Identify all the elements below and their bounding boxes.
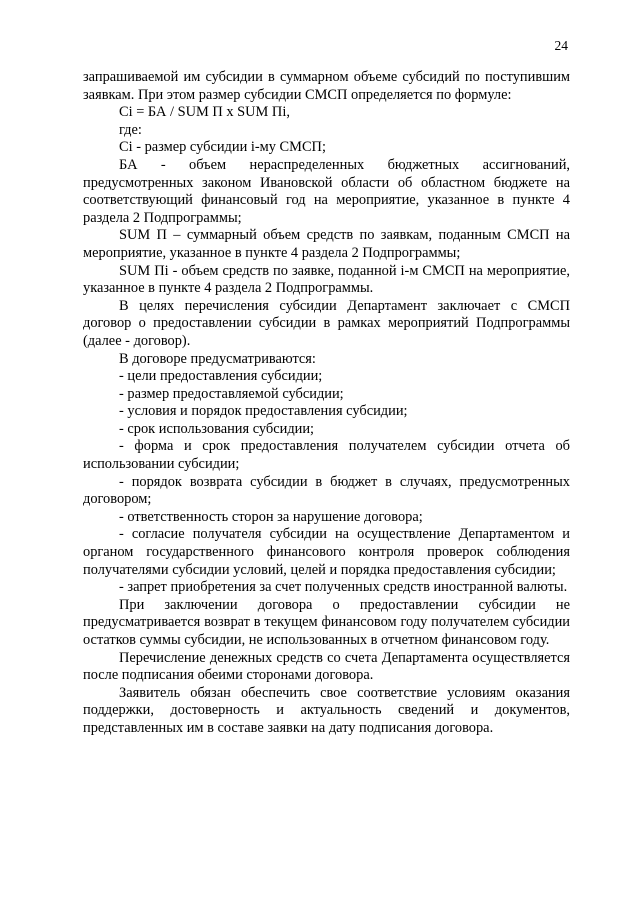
definition-sum-pi: SUM Пi - объем средств по заявке, поданной i-м СМСП на мероприятие, указанное в пункте 4 раздела 2 Подпрограммы.	[83, 262, 570, 297]
formula: Ci = БА / SUM П x SUM Пi,	[119, 104, 290, 121]
list-item: - согласие получателя субсидии на осуществление Департаментом и органом государственного финансового контроля проверок соблюдения получателями субсидии условий, целей и порядка предоставления субсидии;	[83, 526, 570, 578]
definition-ci: Ci - размер субсидии i-му СМСП;	[119, 139, 326, 156]
paragraph-applicant-obligation: Заявитель обязан обеспечить свое соответствие условиям оказания поддержки, достоверность и актуальность сведений и документов, представленных им в составе заявки на дату подписания договора.	[83, 684, 570, 736]
page-number: 24	[554, 38, 568, 53]
paragraph-transfer: Перечисление денежных средств со счета Департамента осуществляется после подписания обеими сторонами договора.	[83, 649, 570, 684]
paragraph-no-refund: При заключении договора о предоставлении субсидии не предусматривается возврат в текущем финансовом году получателем субсидии остатков суммы субсидии, не использованных в отчетном финансовом году.	[83, 596, 570, 648]
paragraph-contract-terms-intro: В договоре предусматриваются:	[119, 350, 316, 367]
paragraph-contract: В целях перечисления субсидии Департамент заключает с СМСП договор о предоставлении субсидии в рамках мероприятий Подпрограммы (далее - договор).	[83, 297, 570, 349]
formula-where-label: где:	[119, 121, 142, 138]
list-item: - размер предоставляемой субсидии;	[119, 385, 344, 402]
list-item: - запрет приобретения за счет полученных средств иностранной валюты.	[119, 579, 568, 596]
list-item: - форма и срок предоставления получателем субсидии отчета об использовании субсидии;	[83, 438, 570, 473]
list-item: - цели предоставления субсидии;	[119, 368, 323, 385]
paragraph-subsidy-intro: запрашиваемой им субсидии в суммарном объеме субсидий по поступившим заявкам. При этом размер субсидии СМСП определяется по формуле:	[83, 69, 570, 103]
definition-ba: БА - объем нераспределенных бюджетных ассигнований, предусмотренных законом Ивановской области об областном бюджете на соответствующий финансовый год на мероприятие, указанное в пункте 4 раздела 2 Подпрограммы;	[83, 156, 570, 226]
list-item: - условия и порядок предоставления субсидии;	[119, 403, 408, 420]
document-body	[83, 69, 570, 738]
list-item: - ответственность сторон за нарушение договора;	[119, 508, 423, 525]
list-item: - срок использования субсидии;	[119, 420, 315, 437]
list-item: - порядок возврата субсидии в бюджет в случаях, предусмотренных договором;	[83, 473, 570, 508]
definition-sum-p: SUM П – суммарный объем средств по заявкам, поданным СМСП на мероприятие, указанное в пункте 4 раздела 2 Подпрограммы;	[83, 227, 570, 261]
